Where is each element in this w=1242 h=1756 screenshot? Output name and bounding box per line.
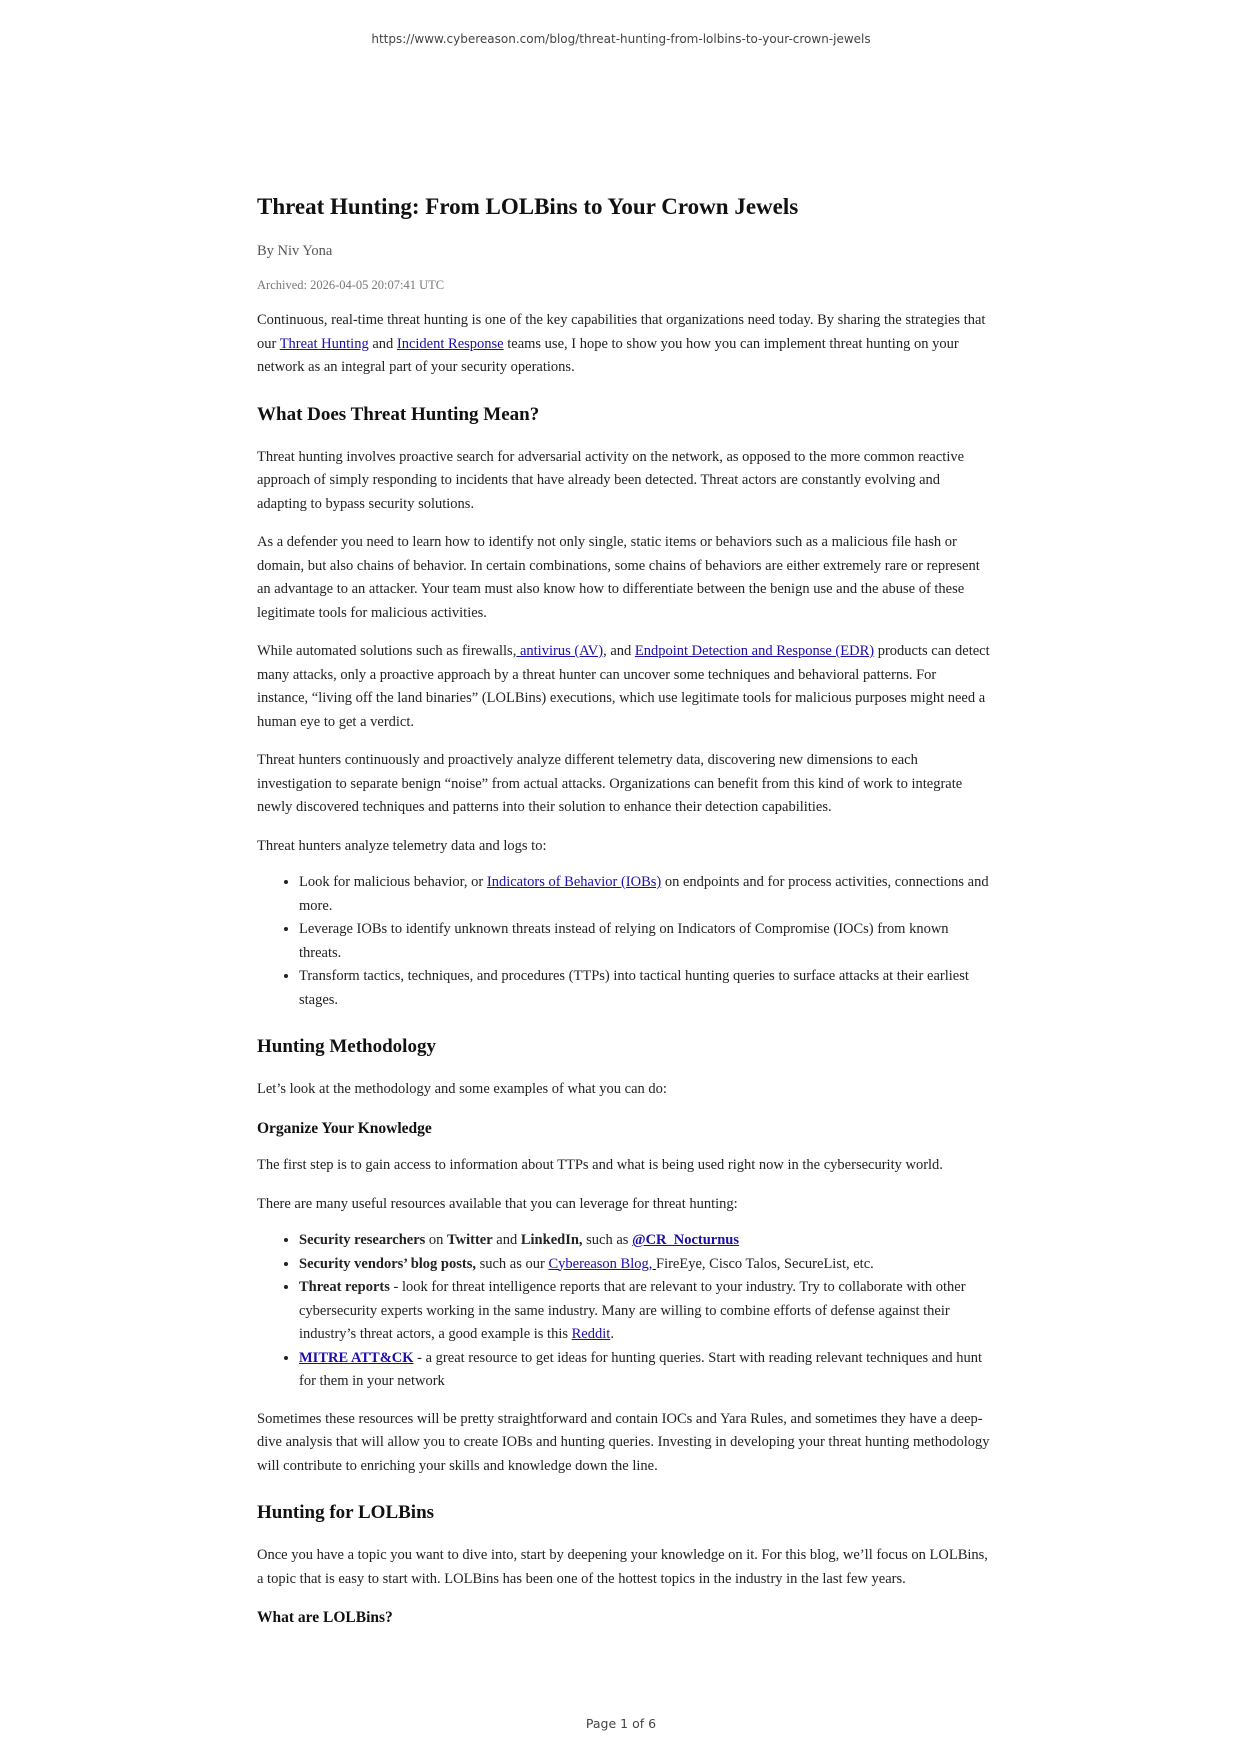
list-item: • Leverage IOBs to identify unknown threats instead of relying on Indicators of Compromise (IOCs) from known threats.: [299, 918, 990, 965]
antivirus-link[interactable]: antivirus (AV): [516, 643, 604, 659]
article-title: Threat Hunting: From LOLBins to Your Crown Jewels: [257, 194, 799, 219]
paragraph: As a defender you need to learn how to identify not only single, static items or behaviors such as a malicious file hash or domain, but also chains of behavior. In certain combinations, some chains of behaviors are either extremely rare or represent an advantage to an attacker. Your team must also know how to differentiate between the benign use and the abuse of these legitimate tools for malicious activities.: [257, 534, 980, 621]
archived-timestamp: Archived: 2026-04-05 20:07:41 UTC: [257, 277, 445, 292]
paragraph: Sometimes these resources will be pretty straightforward and contain IOCs and Yara Rules, and sometimes they have a deep-dive analysis that will allow you to create IOBs and hunting queries. Investing in developing your threat hunting methodology will contribute to enriching your skills and knowledge down the line.: [257, 1410, 990, 1474]
paragraph: Let’s look at the methodology and some examples of what you can do:: [257, 1081, 667, 1097]
list-item: • Look for malicious behavior, or Indicators of Behavior (IOBs) on endpoints and for process activities, connections and more.: [299, 871, 990, 918]
heading-organize-knowledge: Organize Your Knowledge: [257, 1119, 432, 1137]
telemetry-list: [257, 871, 990, 1012]
intro-paragraph: Continuous, real-time threat hunting is one of the key capabilities that organizations need today. By sharing the strategies that our Threat Hunting and Incident Response teams use, I hope to show you how you can implement threat hunting on your network as an integral part of your security operations.: [257, 312, 986, 375]
list-item: • Transform tactics, techniques, and procedures (TTPs) into tactical hunting queries to surface attacks at their earliest stages.: [299, 965, 990, 1012]
heading-what-are-lolbins: What are LOLBins?: [257, 1609, 393, 1626]
paragraph: Threat hunters analyze telemetry data and logs to:: [257, 837, 547, 854]
iob-link[interactable]: Indicators of Behavior (IOBs): [486, 874, 662, 890]
mitre-attack-link[interactable]: MITRE ATT&CK: [299, 1349, 414, 1366]
paragraph: Threat hunting involves proactive search for adversarial activity on the network, as opposed to the more common reactive approach of simply responding to incidents that have already been detected. Threat actors are constantly evolving and adapting to bypass security solutions.: [257, 448, 965, 512]
heading-hunting-methodology: Hunting Methodology: [257, 1036, 436, 1057]
list-item: • Security vendors’ blog posts, such as our Cybereason Blog, FireEye, Cisco Talos, SecureList, etc.: [299, 1253, 990, 1277]
article: [257, 188, 990, 1644]
list-item: • MITRE ATT&CK - a great resource to get ideas for hunting queries. Start with reading relevant techniques and hunt for them in your network: [299, 1347, 990, 1394]
paragraph: While automated solutions such as firewalls, antivirus (AV), and Endpoint Detection and Response (EDR) products can detect many attacks, only a proactive approach by a threat hunter can uncover some techniques and behavioral patterns. For instance, “living off the land binaries” (LOLBins) executions, which use legitimate tools for malicious purposes might need a human eye to get a verdict.: [257, 643, 990, 730]
incident-response-link[interactable]: Incident Response: [396, 335, 504, 352]
resources-list: [257, 1229, 990, 1394]
source-url: https://www.cybereason.com/blog/threat-hunting-from-lolbins-to-your-crown-jewels: [371, 32, 871, 46]
paragraph: There are many useful resources available that you can leverage for threat hunting:: [257, 1195, 738, 1212]
threat-hunting-link[interactable]: Threat Hunting: [279, 335, 369, 352]
heading-hunting-lolbins: Hunting for LOLBins: [257, 1502, 435, 1523]
paragraph: The first step is to gain access to information about TTPs and what is being used right now in the cybersecurity world.: [257, 1157, 943, 1173]
cybereason-blog-link[interactable]: Cybereason Blog,: [548, 1255, 656, 1272]
paragraph: Once you have a topic you want to dive into, start by deepening your knowledge on it. For this blog, we’ll focus on LOLBins, a topic that is easy to start with. LOLBins has been one of the hottest topics in the industry in the last few years.: [257, 1547, 988, 1587]
page-number: Page 1 of 6: [585, 1716, 657, 1731]
cr-nocturnus-link[interactable]: @CR_Nocturnus: [632, 1232, 740, 1248]
list-item: • Security researchers on Twitter and LinkedIn, such as @CR_Nocturnus: [299, 1229, 990, 1253]
paragraph: Threat hunters continuously and proactively analyze different telemetry data, discovering new dimensions to each investigation to separate benign “noise” from actual attacks. Organizations can benefit from this kind of work to integrate newly discovered techniques and patterns into their solution to enhance their detection capabilities.: [257, 752, 963, 815]
heading-what-threat-hunting: What Does Threat Hunting Mean?: [257, 403, 540, 425]
edr-link[interactable]: Endpoint Detection and Response (EDR): [634, 643, 875, 659]
author-byline: By Niv Yona: [257, 243, 333, 259]
list-item: • Threat reports - look for threat intelligence reports that are relevant to your industry. Try to collaborate with other cybersecurity experts working in the same industry. Many are willing to combine efforts of defense against their industry’s threat actors, a good example is this Reddit.: [299, 1276, 990, 1347]
reddit-link[interactable]: Reddit: [571, 1326, 611, 1342]
